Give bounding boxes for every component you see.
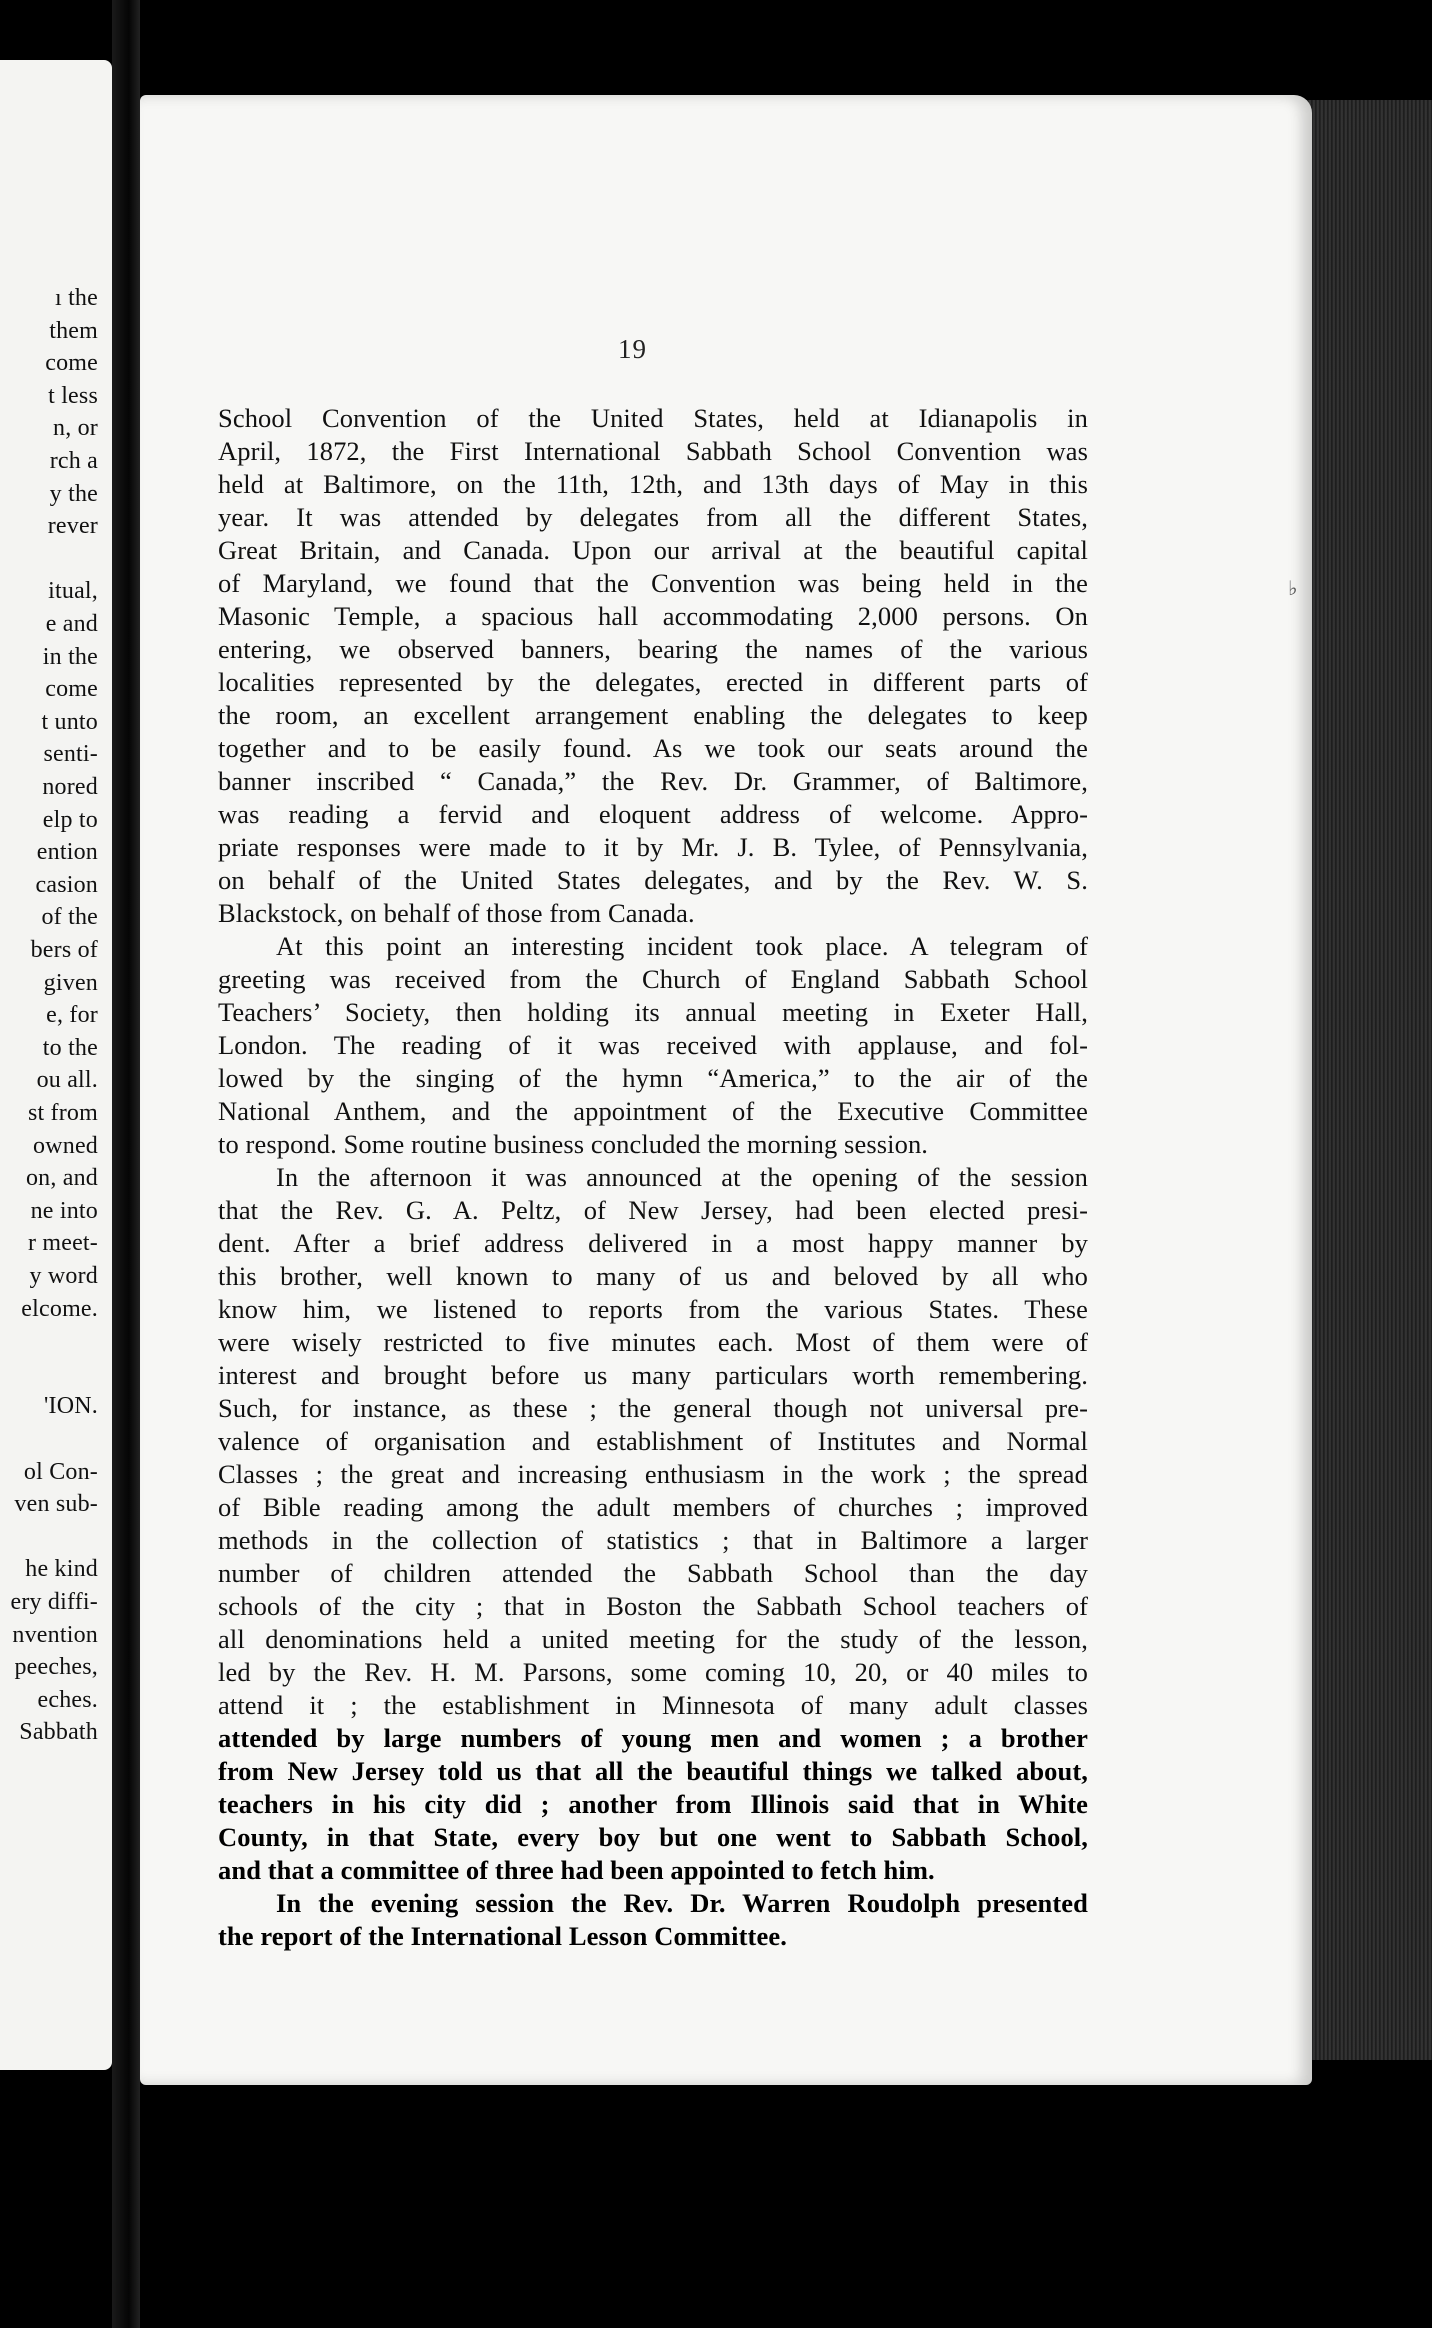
text-line: from New Jersey told us that all the beautiful things we talked about, — [218, 1756, 1088, 1786]
text-line: In the evening session the Rev. Dr. Warren Roudolph presented — [276, 1888, 1088, 1918]
text-line: National Anthem, and the appointment of the Executive Committee — [218, 1096, 1088, 1126]
text-line: attended by large numbers of young men and women ; a brother — [218, 1723, 1088, 1753]
text-line: and that a committee of three had been appointed to fetch him. — [218, 1855, 935, 1885]
previous-page-fragment: itual, — [48, 578, 98, 605]
previous-page-fragment: y the — [49, 480, 98, 507]
text-line: School Convention of the United States, held at Idianapolis in — [218, 403, 1088, 433]
previous-page-fragment: given — [43, 969, 98, 996]
previous-page-fragment: ne into — [30, 1197, 98, 1224]
text-line: methods in the collection of statistics ; that in Baltimore a larger — [218, 1525, 1088, 1555]
text-line: Masonic Temple, a spacious hall accommodating 2,000 persons. On — [218, 601, 1088, 631]
text-line: London. The reading of it was received with applause, and fol- — [218, 1030, 1088, 1060]
previous-page-fragment: come — [45, 350, 98, 377]
page-stack-edge — [1300, 100, 1432, 2060]
text-line: all denominations held a united meeting for the study of the lesson, — [218, 1624, 1088, 1654]
previous-page-fragment: he kind — [25, 1556, 98, 1583]
previous-page-fragment: rever — [47, 513, 98, 540]
text-line: know him, we listened to reports from the various States. These — [218, 1294, 1088, 1324]
text-line: lowed by the singing of the hymn “America,” to the air of the — [218, 1063, 1088, 1093]
text-line: were wisely restricted to five minutes each. Most of them were of — [218, 1327, 1088, 1357]
previous-page-fragment: in the — [42, 643, 98, 670]
page-number: 19 — [618, 334, 647, 364]
previous-page-fragment: senti- — [43, 741, 98, 768]
previous-page-fragment: nvention — [12, 1621, 98, 1648]
previous-page-fragment: n, or — [53, 415, 98, 442]
previous-page-fragment: eches. — [37, 1686, 98, 1713]
previous-page-fragment: owned — [33, 1132, 98, 1159]
text-line: of Bible reading among the adult members of churches ; improved — [218, 1492, 1088, 1522]
text-line: the report of the International Lesson Committee. — [218, 1921, 787, 1951]
text-line: of Maryland, we found that the Convention was being held in the — [218, 568, 1088, 598]
previous-page-fragment: e and — [45, 611, 98, 637]
previous-page-edge — [0, 60, 112, 2070]
previous-page-fragment: nored — [42, 774, 98, 800]
text-line: Blackstock, on behalf of those from Canada. — [218, 898, 695, 928]
text-line: valence of organisation and establishment of Institutes and Normal — [218, 1426, 1088, 1456]
previous-page-fragment: ou all. — [36, 1067, 98, 1094]
text-line: Classes ; the great and increasing enthusiasm in the work ; the spread — [218, 1459, 1088, 1489]
text-line: greeting was received from the Church of England Sabbath School — [218, 964, 1088, 994]
previous-page-fragment: of the — [41, 904, 98, 931]
text-line: the room, an excellent arrangement enabling the delegates to keep — [218, 700, 1088, 730]
previous-page-fragment: t less — [48, 382, 98, 409]
previous-page-fragment: t unto — [41, 708, 98, 735]
text-line: interest and brought before us many particulars worth remembering. — [218, 1360, 1088, 1390]
text-line: this brother, well known to many of us and beloved by all who — [218, 1261, 1088, 1291]
text-line: localities represented by the delegates, erected in different parts of — [218, 667, 1088, 697]
previous-page-fragment: bers of — [30, 937, 98, 963]
text-line: entering, we observed banners, bearing the names of the various — [218, 634, 1088, 664]
text-line: banner inscribed “ Canada,” the Rev. Dr. Grammer, of Baltimore, — [218, 766, 1088, 796]
book-gutter — [112, 0, 140, 2328]
text-line: number of children attended the Sabbath School than the day — [218, 1558, 1088, 1588]
previous-page-fragment: elp to — [42, 806, 98, 833]
text-line: was reading a fervid and eloquent address of welcome. Appro- — [218, 799, 1088, 829]
previous-page-fragment: 'ION. — [44, 1393, 98, 1420]
text-line: together and to be easily found. As we took our seats around the — [218, 733, 1088, 763]
previous-page-fragment: rch a — [49, 448, 98, 474]
text-line: to respond. Some routine business concluded the morning session. — [218, 1129, 929, 1159]
text-line: priate responses were made to it by Mr. J. B. Tylee, of Pennsylvania, — [218, 832, 1088, 862]
text-line: led by the Rev. H. M. Parsons, some coming 10, 20, or 40 miles to — [218, 1657, 1088, 1687]
previous-page-fragment: y word — [29, 1263, 98, 1289]
text-line: Teachers’ Society, then holding its annual meeting in Exeter Hall, — [218, 997, 1088, 1027]
text-line: teachers in his city did ; another from Illinois said that in White — [218, 1789, 1088, 1819]
text-line: County, in that State, every boy but one went to Sabbath School, — [218, 1822, 1088, 1852]
previous-page-fragment: ol Con- — [23, 1458, 98, 1485]
text-line: attend it ; the establishment in Minnesota of many adult classes — [218, 1690, 1088, 1720]
text-line: dent. After a brief address delivered in a most happy manner by — [218, 1228, 1088, 1258]
previous-page-fragment: casion — [35, 871, 98, 898]
margin-mark: ♭ — [1288, 578, 1298, 600]
previous-page-fragment: to the — [42, 1034, 98, 1061]
text-line: schools of the city ; that in Boston the Sabbath School teachers of — [218, 1591, 1088, 1621]
text-line: Great Britain, and Canada. Upon our arrival at the beautiful capital — [218, 535, 1088, 565]
previous-page-fragment: come — [45, 676, 98, 703]
text-line: held at Baltimore, on the 11th, 12th, and 13th days of May in this — [218, 469, 1088, 499]
previous-page-fragment: ention — [36, 839, 98, 866]
previous-page-fragment: on, and — [25, 1165, 98, 1192]
text-line: April, 1872, the First International Sabbath School Convention was — [218, 436, 1088, 466]
previous-page-fragment: ven sub- — [14, 1491, 98, 1518]
previous-page-fragment: them — [49, 317, 98, 344]
text-line: on behalf of the United States delegates, and by the Rev. W. S. — [218, 865, 1088, 895]
text-line: In the afternoon it was announced at the opening of the session — [276, 1162, 1088, 1192]
previous-page-fragment: r meet- — [27, 1230, 98, 1257]
text-line: year. It was attended by delegates from all the different States, — [218, 502, 1088, 532]
previous-page-fragment: ery diffi- — [10, 1589, 98, 1615]
previous-page-fragment: ı the — [55, 285, 98, 311]
previous-page-fragment: e, for — [46, 1002, 98, 1029]
previous-page-fragment: elcome. — [21, 1295, 98, 1322]
text-line: At this point an interesting incident took place. A telegram of — [276, 931, 1088, 961]
previous-page-fragment: st from — [27, 1100, 98, 1126]
previous-page-fragment: Sabbath — [19, 1719, 98, 1746]
text-line: that the Rev. G. A. Peltz, of New Jersey, had been elected presi- — [218, 1195, 1088, 1225]
text-line: Such, for instance, as these ; the general though not universal pre- — [218, 1393, 1088, 1423]
previous-page-fragment: peeches, — [14, 1654, 98, 1681]
